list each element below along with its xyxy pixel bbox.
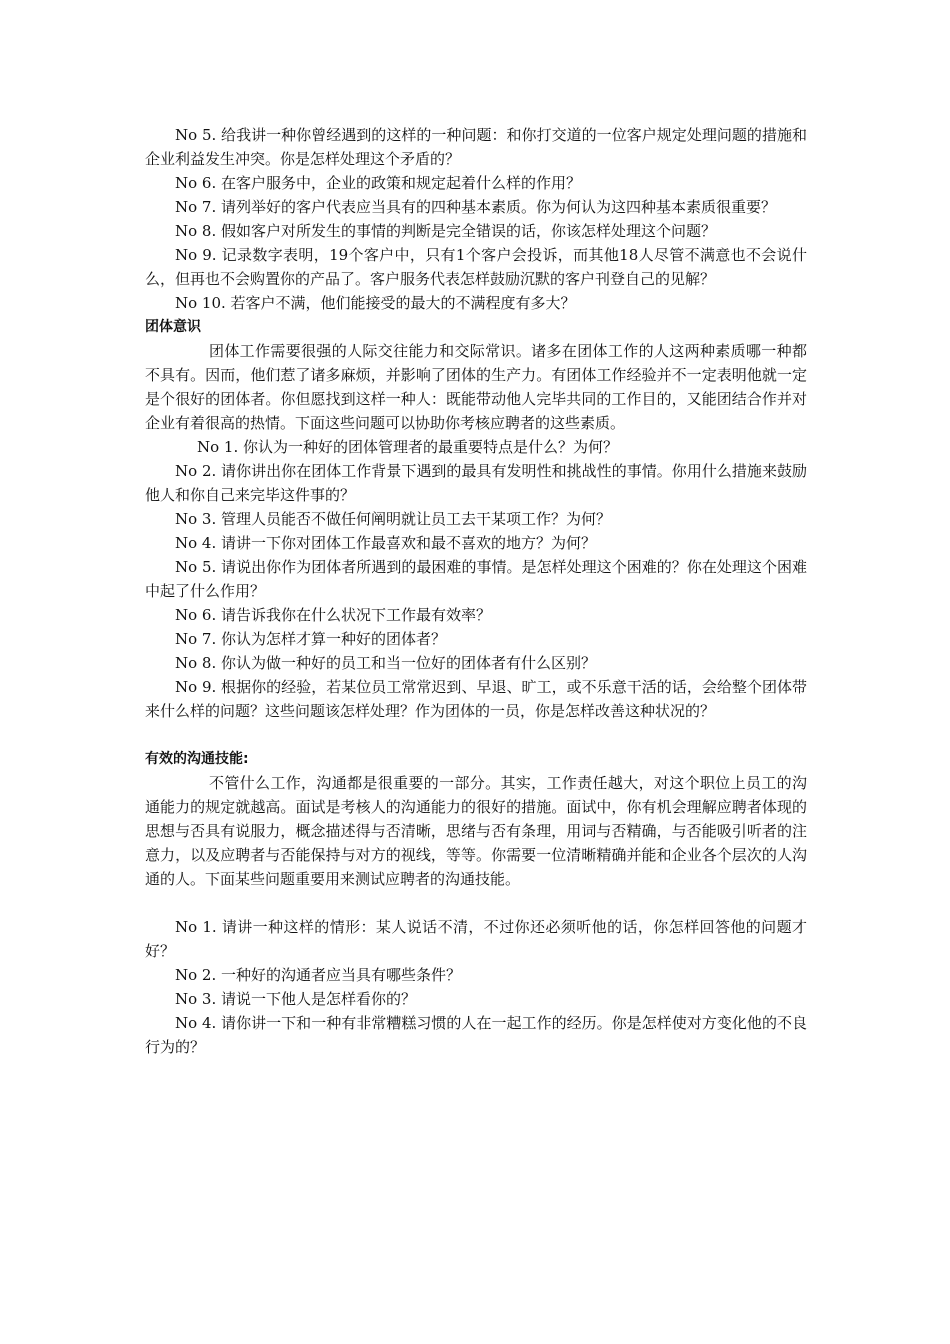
question-item: No 1. 你认为一种好的团体管理者的最重要特点是什么？为何？ — [197, 438, 619, 456]
question-item: No 4. 请讲一下你对团体工作最喜欢和最不喜欢的地方？为何？ — [175, 534, 597, 552]
question-item: No 4. 请你讲一下和一种有非常糟糕习惯的人在一起工作的经历。你是怎样使对方变化他的不良行为的？ — [145, 1014, 807, 1056]
question-item: No 2. 一种好的沟通者应当具有哪些条件？ — [175, 966, 462, 984]
teamwork-question-list — [145, 435, 807, 723]
question-item: No 3. 管理人员能否不做任何阐明就让员工去干某项工作？为何？ — [175, 510, 612, 528]
question-item: No 7. 你认为怎样才算一种好的团体者？ — [175, 630, 447, 648]
question-item: No 6. 请告诉我你在什么状况下工作最有效率？ — [175, 606, 492, 624]
blank-line — [145, 891, 807, 915]
communication-question-list — [145, 915, 807, 1059]
teamwork-intro: 团体工作需要很强的人际交往能力和交际常识。诸多在团体工作的人这两种素质哪一种都不具有。因而，他们惹了诸多麻烦，并影响了团体的生产力。有团体工作经验并不一定表明他就一定是个很好的团体者。你但愿找到这样一种人：既能带动他人完毕共同的工作目的，又能团结合作并对企业有着很高的热情。下面这些问题可以协助你考核应聘者的这些素质。 — [145, 342, 807, 432]
question-item: No 9. 记录数字表明，19个客户中，只有1个客户会投诉，而其他18人尽管不满意也不会说什么，但再也不会购置你的产品了。客户服务代表怎样鼓励沉默的客户刊登自己的见解？ — [145, 246, 807, 288]
question-item: No 8. 你认为做一种好的员工和当一位好的团体者有什么区别？ — [175, 654, 597, 672]
question-item: No 6. 在客户服务中，企业的政策和规定起着什么样的作用？ — [175, 174, 582, 192]
teamwork-heading: 团体意识 — [145, 319, 201, 335]
question-item: No 8. 假如客户对所发生的事情的判断是完全错误的话，你该怎样处理这个问题？ — [175, 222, 717, 240]
question-item: No 7. 请列举好的客户代表应当具有的四种基本素质。你为何认为这四种基本素质很重要？ — [175, 198, 777, 216]
communication-intro: 不管什么工作，沟通都是很重要的一部分。其实，工作责任越大，对这个职位上员工的沟通能力的规定就越高。面试是考核人的沟通能力的很好的措施。面试中，你有机会理解应聘者体现的思想与否具有说服力，概念描述得与否清晰，思绪与否有条理，用词与否精确，与否能吸引听者的注意力，以及应聘者与否能保持与对方的视线，等等。你需要一位清晰精确并能和企业各个层次的人沟通的人。下面某些问题重要用来测试应聘者的沟通技能。 — [145, 774, 807, 888]
question-item: No 9. 根据你的经验，若某位员工常常迟到、早退、旷工，或不乐意干活的话，会给整个团体带来什么样的问题？这些问题该怎样处理？作为团体的一员，你是怎样改善这种状况的？ — [145, 678, 807, 720]
question-item: No 5. 请说出你作为团体者所遇到的最困难的事情。是怎样处理这个困难的？你在处理这个困难中起了什么作用？ — [145, 558, 807, 600]
question-item: No 5. 给我讲一种你曾经遇到的这样的一种问题：和你打交道的一位客户规定处理问题的措施和企业利益发生冲突。你是怎样处理这个矛盾的？ — [145, 126, 807, 168]
blank-line — [145, 723, 807, 747]
question-item: No 2. 请你讲出你在团体工作背景下遇到的最具有发明性和挑战性的事情。你用什么措施来鼓励他人和你自己来完毕这件事的？ — [145, 462, 807, 504]
question-item: No 3. 请说一下他人是怎样看你的？ — [175, 990, 417, 1008]
question-item: No 1. 请讲一种这样的情形：某人说话不清，不过你还必须听他的话，你怎样回答他的问题才好？ — [145, 918, 807, 960]
document-page — [145, 123, 807, 1059]
question-item: No 10. 若客户不满，他们能接受的最大的不满程度有多大？ — [175, 294, 576, 312]
communication-heading: 有效的沟通技能: — [145, 751, 249, 767]
customer-service-question-list — [145, 123, 807, 315]
